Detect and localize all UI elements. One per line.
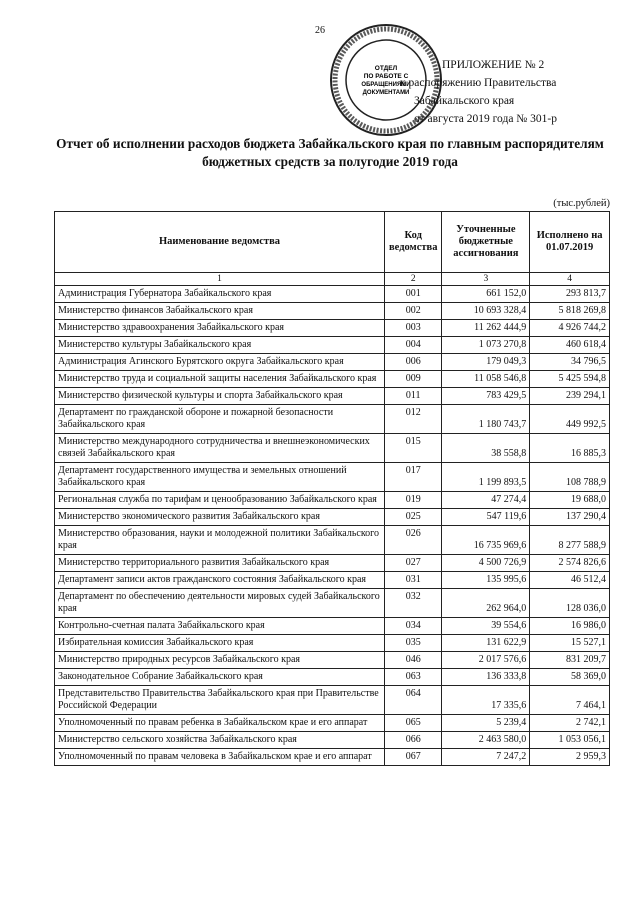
- row-planned: 5 239,4: [442, 715, 530, 732]
- appendix-heading: ПРИЛОЖЕНИЕ № 2: [442, 59, 545, 71]
- row-executed: 128 036,0: [530, 589, 610, 618]
- row-name: Министерство труда и социальной защиты населения Забайкальского края: [55, 371, 385, 388]
- table-row: [55, 509, 610, 526]
- table-row: [55, 526, 610, 555]
- table-row: [55, 652, 610, 669]
- row-planned: 11 262 444,9: [442, 320, 530, 337]
- table-row: [55, 434, 610, 463]
- column-number: 4: [530, 273, 610, 286]
- row-name: Министерство международного сотрудничества и внешнеэкономических связей Забайкальского края: [55, 434, 385, 463]
- row-executed: 108 788,9: [530, 463, 610, 492]
- row-name: Министерство территориального развития Забайкальского края: [55, 555, 385, 572]
- table-row: [55, 388, 610, 405]
- row-planned: 47 274,4: [442, 492, 530, 509]
- table-row: [55, 749, 610, 766]
- row-name: Представительство Правительства Забайкальского края при Правительстве Российской Федерации: [55, 686, 385, 715]
- appendix-line-3: от августа 2019 года № 301-р: [414, 113, 557, 125]
- row-code: 026: [384, 526, 442, 555]
- appendix-line-2: Забайкальского края: [414, 95, 515, 107]
- row-planned: 135 995,6: [442, 572, 530, 589]
- table-row: [55, 572, 610, 589]
- row-name: Администрация Агинского Бурятского округа Забайкальского края: [55, 354, 385, 371]
- header-code: Код ведомства: [384, 212, 442, 273]
- row-code: 009: [384, 371, 442, 388]
- row-code: 065: [384, 715, 442, 732]
- table-row: [55, 371, 610, 388]
- column-number: 2: [384, 273, 442, 286]
- row-executed: 4 926 744,2: [530, 320, 610, 337]
- page-number: 26: [315, 25, 325, 36]
- row-code: 034: [384, 618, 442, 635]
- row-name: Министерство экономического развития Забайкальского края: [55, 509, 385, 526]
- row-executed: 7 464,1: [530, 686, 610, 715]
- row-planned: 661 152,0: [442, 286, 530, 303]
- row-code: 025: [384, 509, 442, 526]
- svg-text:ОТДЕЛ: ОТДЕЛ: [374, 65, 398, 72]
- row-code: 031: [384, 572, 442, 589]
- row-executed: 2 959,3: [530, 749, 610, 766]
- row-code: 011: [384, 388, 442, 405]
- row-name: Департамент записи актов гражданского состояния Забайкальского края: [55, 572, 385, 589]
- table-row: [55, 732, 610, 749]
- report-title: [40, 135, 620, 171]
- row-code: 046: [384, 652, 442, 669]
- header-executed: Исполнено на 01.07.2019: [530, 212, 610, 273]
- table-row: [55, 337, 610, 354]
- table-row: [55, 354, 610, 371]
- table-row: [55, 492, 610, 509]
- table-row: [55, 405, 610, 434]
- table-header-row: [55, 212, 610, 273]
- row-executed: 46 512,4: [530, 572, 610, 589]
- row-planned: 1 180 743,7: [442, 405, 530, 434]
- row-planned: 783 429,5: [442, 388, 530, 405]
- table-row: [55, 669, 610, 686]
- svg-text:ОБРАЩЕНИЯМИ: ОБРАЩЕНИЯМИ: [361, 82, 411, 88]
- row-executed: 58 369,0: [530, 669, 610, 686]
- row-planned: 2 463 580,0: [442, 732, 530, 749]
- row-planned: 262 964,0: [442, 589, 530, 618]
- row-name: Министерство образования, науки и молодежной политики Забайкальского края: [55, 526, 385, 555]
- row-name: Законодательное Собрание Забайкальского края: [55, 669, 385, 686]
- column-number: 1: [55, 273, 385, 286]
- row-planned: 17 335,6: [442, 686, 530, 715]
- row-code: 019: [384, 492, 442, 509]
- row-planned: 136 333,8: [442, 669, 530, 686]
- row-code: 064: [384, 686, 442, 715]
- row-name: Администрация Губернатора Забайкальского края: [55, 286, 385, 303]
- column-number: 3: [442, 273, 530, 286]
- row-planned: 39 554,6: [442, 618, 530, 635]
- row-executed: 19 688,0: [530, 492, 610, 509]
- column-number-row: [55, 273, 610, 286]
- row-executed: 16 885,3: [530, 434, 610, 463]
- row-code: 035: [384, 635, 442, 652]
- row-executed: 8 277 588,9: [530, 526, 610, 555]
- row-name: Министерство природных ресурсов Забайкальского края: [55, 652, 385, 669]
- row-code: 004: [384, 337, 442, 354]
- row-planned: 1 199 893,5: [442, 463, 530, 492]
- table-row: [55, 303, 610, 320]
- row-planned: 10 693 328,4: [442, 303, 530, 320]
- row-name: Региональная служба по тарифам и ценообразованию Забайкальского края: [55, 492, 385, 509]
- row-code: 001: [384, 286, 442, 303]
- row-name: Министерство физической культуры и спорта Забайкальского края: [55, 388, 385, 405]
- row-code: 032: [384, 589, 442, 618]
- report-title-line-2: бюджетных средств за полугодие 2019 года: [202, 154, 458, 169]
- row-name: Министерство культуры Забайкальского края: [55, 337, 385, 354]
- row-code: 012: [384, 405, 442, 434]
- table-row: [55, 320, 610, 337]
- row-planned: 179 049,3: [442, 354, 530, 371]
- table-row: [55, 555, 610, 572]
- row-executed: 34 796,5: [530, 354, 610, 371]
- table-body: [55, 286, 610, 766]
- row-code: 063: [384, 669, 442, 686]
- row-name: Уполномоченный по правам ребенка в Забайкальском крае и его аппарат: [55, 715, 385, 732]
- row-planned: 38 558,8: [442, 434, 530, 463]
- row-executed: 460 618,4: [530, 337, 610, 354]
- row-name: Уполномоченный по правам человека в Забайкальском крае и его аппарат: [55, 749, 385, 766]
- row-name: Избирательная комиссия Забайкальского края: [55, 635, 385, 652]
- row-executed: 5 818 269,8: [530, 303, 610, 320]
- row-executed: 2 574 826,6: [530, 555, 610, 572]
- row-planned: 131 622,9: [442, 635, 530, 652]
- header-planned: Уточненные бюджетные ассигнования: [442, 212, 530, 273]
- header-name: Наименование ведомства: [55, 212, 385, 273]
- row-executed: 831 209,7: [530, 652, 610, 669]
- row-executed: 239 294,1: [530, 388, 610, 405]
- row-executed: 16 986,0: [530, 618, 610, 635]
- row-executed: 1 053 056,1: [530, 732, 610, 749]
- row-name: Департамент по обеспечению деятельности мировых судей Забайкальского края: [55, 589, 385, 618]
- table-row: [55, 635, 610, 652]
- row-name: Департамент государственного имущества и земельных отношений Забайкальского края: [55, 463, 385, 492]
- row-code: 015: [384, 434, 442, 463]
- row-planned: 16 735 969,6: [442, 526, 530, 555]
- table-row: [55, 589, 610, 618]
- row-name: Министерство здравоохранения Забайкальского края: [55, 320, 385, 337]
- row-executed: 5 425 594,8: [530, 371, 610, 388]
- row-code: 017: [384, 463, 442, 492]
- row-executed: 449 992,5: [530, 405, 610, 434]
- svg-text:ДОКУМЕНТАМИ: ДОКУМЕНТАМИ: [362, 90, 410, 96]
- row-code: 002: [384, 303, 442, 320]
- row-name: Министерство сельского хозяйства Забайкальского края: [55, 732, 385, 749]
- svg-text:ПО РАБОТЕ С: ПО РАБОТЕ С: [363, 73, 409, 80]
- row-code: 066: [384, 732, 442, 749]
- report-title-line-1: Отчет об исполнении расходов бюджета Забайкальского края по главным распорядителям: [56, 136, 604, 151]
- appendix-line-1: к распоряжению Правительства: [400, 77, 557, 89]
- row-executed: 137 290,4: [530, 509, 610, 526]
- row-code: 003: [384, 320, 442, 337]
- row-code: 006: [384, 354, 442, 371]
- row-code: 067: [384, 749, 442, 766]
- row-planned: 2 017 576,6: [442, 652, 530, 669]
- row-code: 027: [384, 555, 442, 572]
- row-name: Департамент по гражданской обороне и пожарной безопасности Забайкальского края: [55, 405, 385, 434]
- table-row: [55, 463, 610, 492]
- table-row: [55, 686, 610, 715]
- row-name: Контрольно-счетная палата Забайкальского края: [55, 618, 385, 635]
- expenditure-table: [54, 211, 610, 766]
- row-planned: 7 247,2: [442, 749, 530, 766]
- table-row: [55, 715, 610, 732]
- row-executed: 293 813,7: [530, 286, 610, 303]
- row-planned: 547 119,6: [442, 509, 530, 526]
- table-row: [55, 618, 610, 635]
- row-planned: 1 073 270,8: [442, 337, 530, 354]
- row-name: Министерство финансов Забайкальского края: [55, 303, 385, 320]
- units-label: (тыс.рублей): [553, 198, 610, 209]
- appendix-block: [400, 56, 557, 128]
- row-planned: 4 500 726,9: [442, 555, 530, 572]
- row-planned: 11 058 546,8: [442, 371, 530, 388]
- row-executed: 15 527,1: [530, 635, 610, 652]
- table-row: [55, 286, 610, 303]
- row-executed: 2 742,1: [530, 715, 610, 732]
